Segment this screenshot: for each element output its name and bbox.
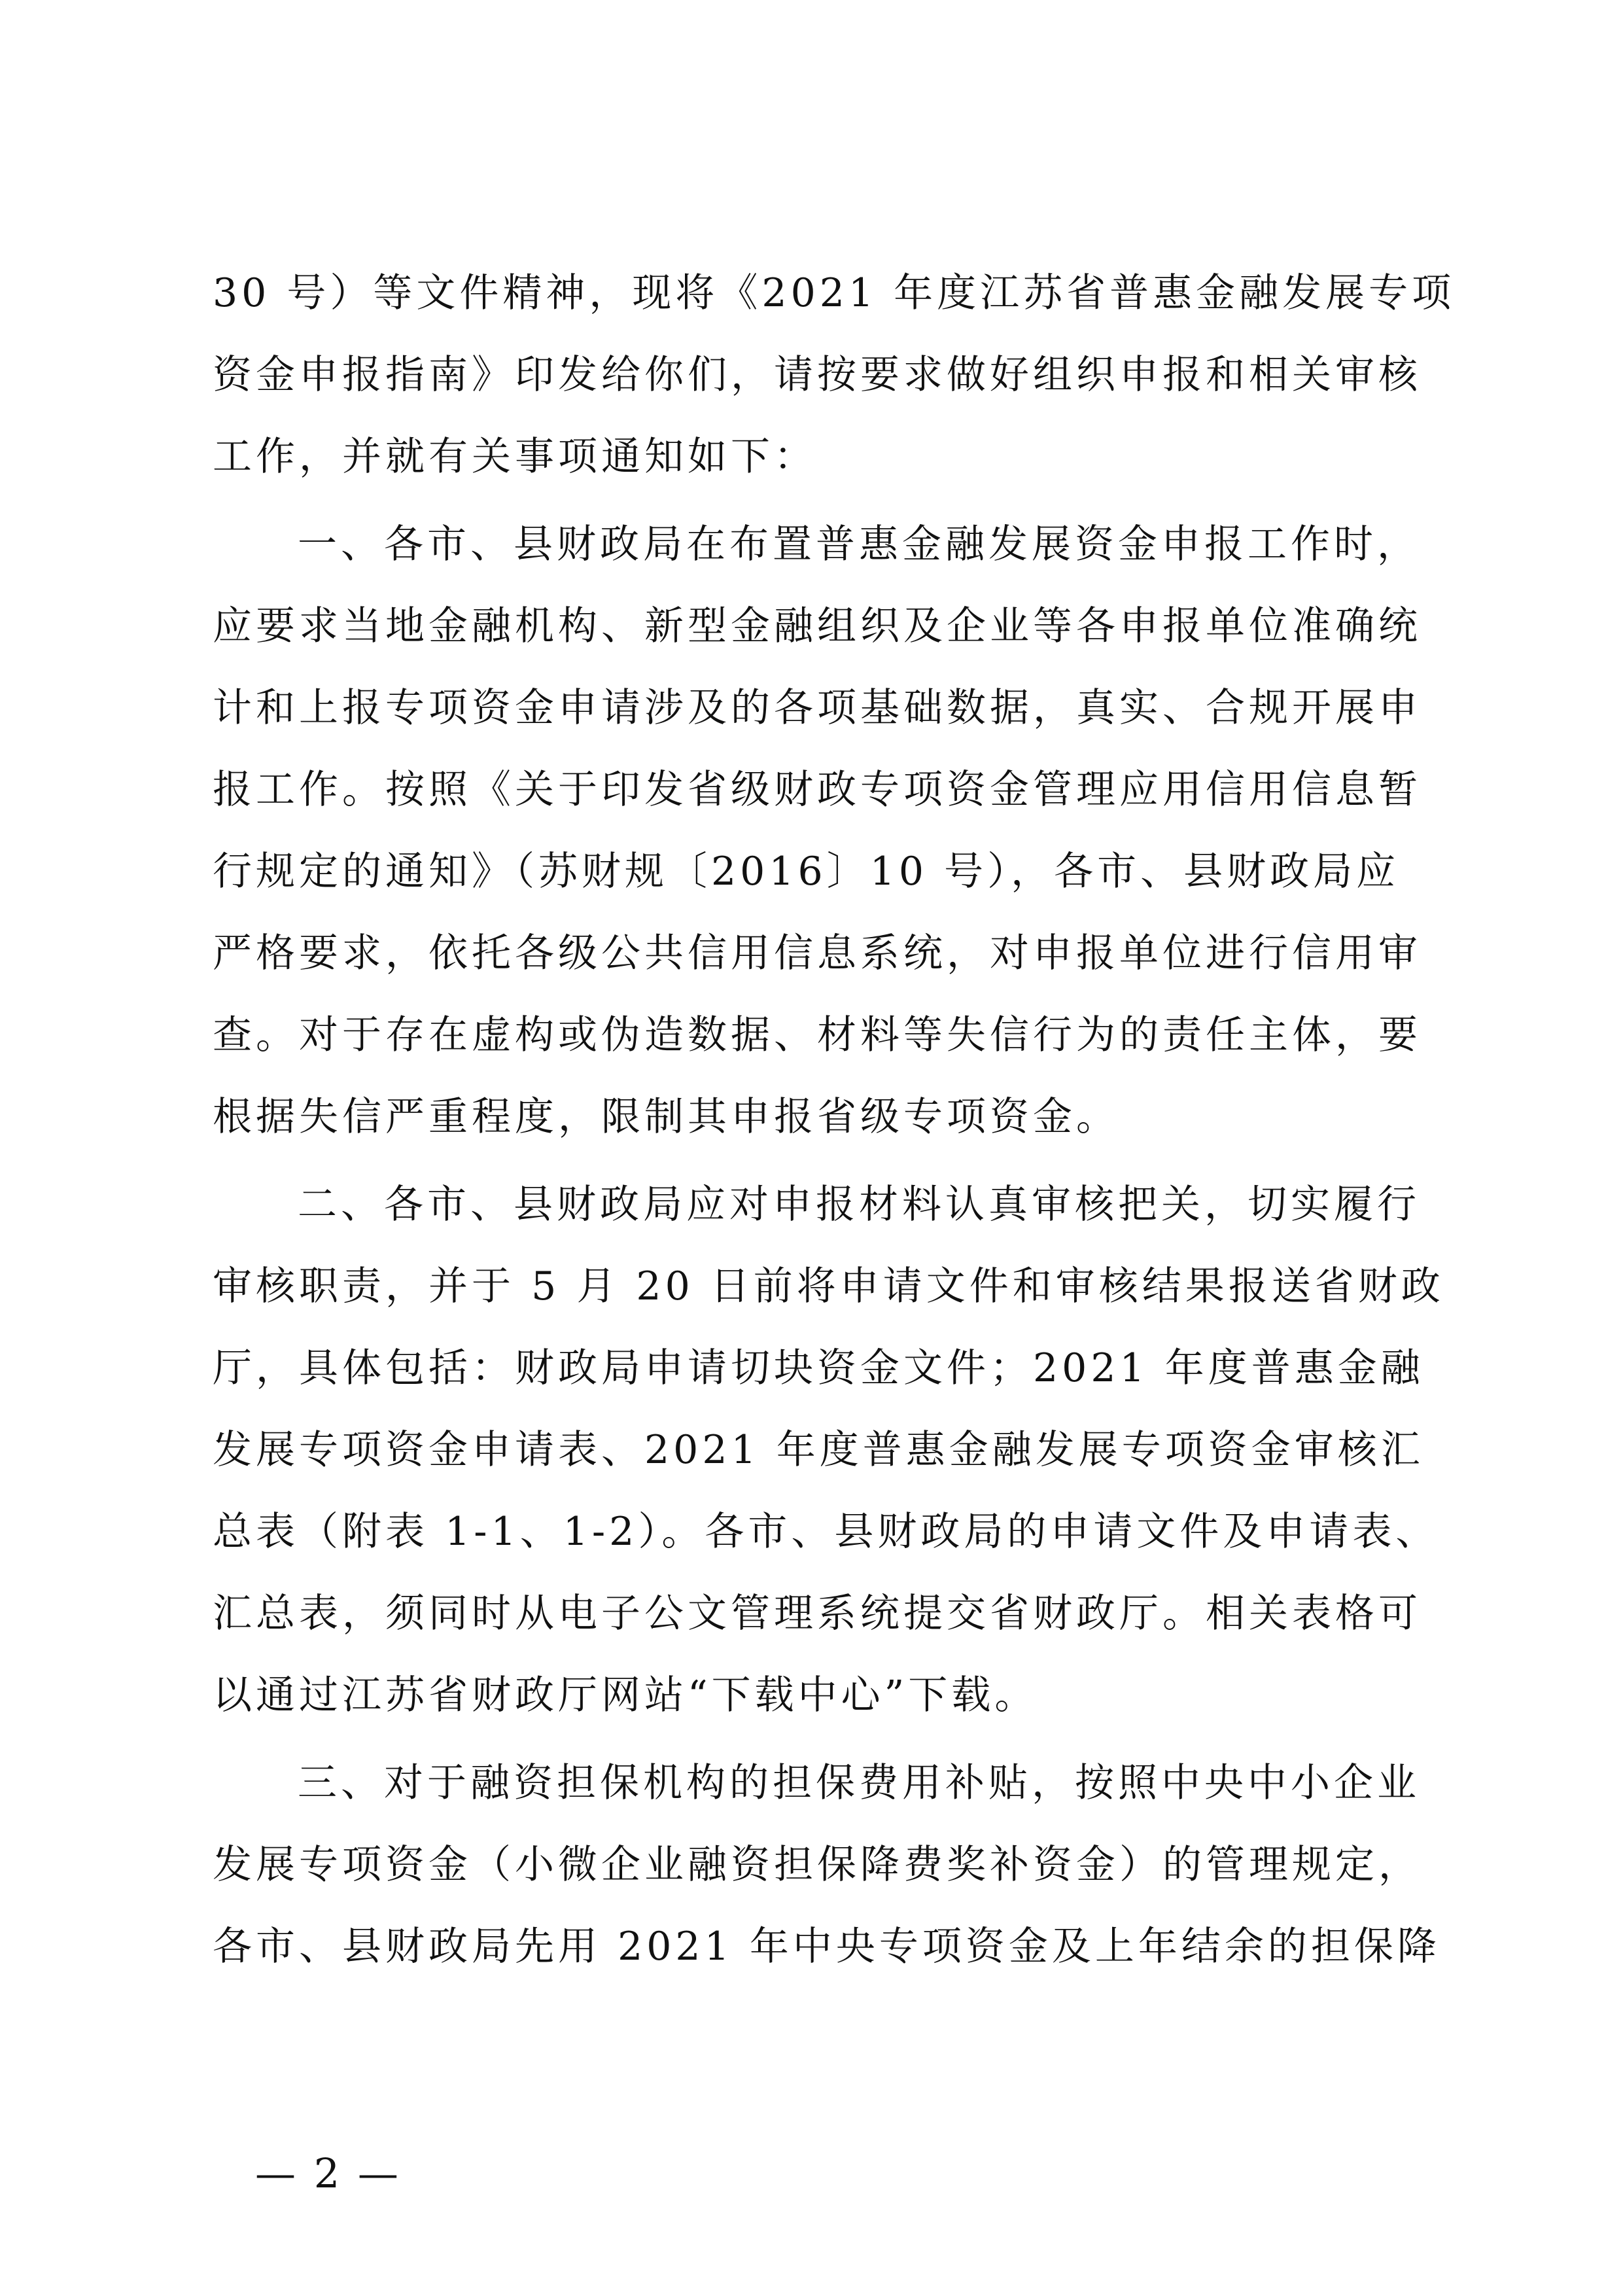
text-line: 审核职责，并于 5 月 20 日前将申请文件和审核结果报送省财政 [213, 1263, 1444, 1309]
text-line: 以通过江苏省财政厅网站“下载中心”下载。 [213, 1672, 1038, 1718]
body-text [213, 253, 1456, 1988]
text-line: 严格要求，依托各级公共信用信息系统，对申报单位进行信用审 [213, 930, 1422, 976]
text-line: 厅，具体包括：财政局申请切块资金文件；2021 年度普惠金融 [213, 1345, 1424, 1391]
text-line: 资金申报指南》印发给你们，请按要求做好组织申报和相关审核 [213, 352, 1422, 398]
paragraph-2-line: 二、各市、县财政局应对申报材料认真审核把关，切实履行 [298, 1182, 1420, 1227]
text-line: 查。对于存在虚构或伪造数据、材料等失信行为的责任主体，要 [213, 1012, 1422, 1058]
text-line: 发展专项资金（小微企业融资担保降费奖补资金）的管理规定， [213, 1842, 1422, 1888]
page-number: — 2 — [255, 2149, 401, 2197]
text-line: 行规定的通知》（苏财规〔2016〕10 号），各市、县财政局应 [213, 849, 1400, 894]
text-line: 根据失信严重程度，限制其申报省级专项资金。 [213, 1094, 1119, 1140]
text-line: 各市、县财政局先用 2021 年中央专项资金及上年结余的担保降 [213, 1924, 1440, 1969]
text-line: 30 号）等文件精神，现将《2021 年度江苏省普惠金融发展专项 [213, 270, 1456, 316]
text-line: 计和上报专项资金申请涉及的各项基础数据，真实、合规开展申 [213, 685, 1422, 731]
text-line: 发展专项资金申请表、2021 年度普惠金融发展专项资金审核汇 [213, 1427, 1424, 1473]
paragraph-3-line: 三、对于融资担保机构的担保费用补贴，按照中央中小企业 [298, 1760, 1420, 1806]
text-line: 报工作。按照《关于印发省级财政专项资金管理应用信用信息暂 [213, 767, 1422, 813]
text-line: 总表（附表 1-1、1-2）。各市、县财政局的申请文件及申请表、 [213, 1509, 1439, 1555]
text-line: 应要求当地金融机构、新型金融组织及企业等各申报单位准确统 [213, 603, 1422, 649]
text-line: 汇总表，须同时从电子公文管理系统提交省财政厅。相关表格可 [213, 1591, 1422, 1636]
text-line: 工作，并就有关事项通知如下： [213, 434, 817, 480]
paragraph-1-line: 一、各市、县财政局在布置普惠金融发展资金申报工作时， [298, 521, 1420, 567]
